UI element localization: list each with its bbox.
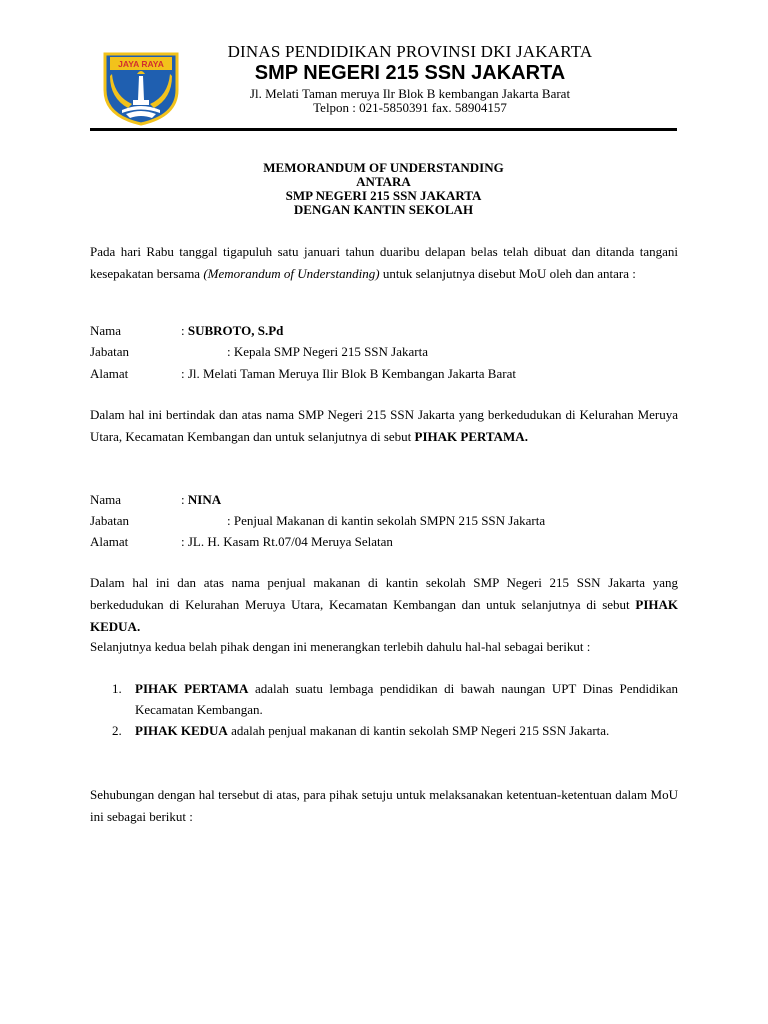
title-antara: ANTARA (356, 174, 411, 189)
closing-paragraph: Sehubungan dengan hal tersebut di atas, para pihak setuju untuk melaksanakan ketentuan-ketentuan dalam MoU ini sebagai berikut : (90, 787, 678, 824)
party2-statement-text: Dalam hal ini dan atas nama penjual makanan di kantin sekolah SMP Negeri 215 SSN Jakarta yang berkedudukan di Kelurahan Meruya Utara, Kecamatan Kembangan dan untuk selanjutnya di sebut (90, 575, 678, 612)
party2-name-label: Nama (90, 492, 122, 507)
party1-address-value: : Jl. Melati Taman Meruya Ilir Blok B Kembangan Jakarta Barat (181, 366, 516, 381)
party2-statement (90, 572, 678, 638)
intro-paragraph (90, 241, 678, 285)
party1-position-row (90, 344, 428, 360)
list-item (90, 678, 678, 720)
school-name: SMP NEGERI 215 SSN JAKARTA (254, 62, 566, 84)
jaya-raya-emblem-logo (102, 50, 180, 126)
point-number: 1. (112, 681, 122, 696)
list-item (90, 720, 678, 741)
intro-text: Pada hari Rabu tanggal tigapuluh satu januari tahun duaribu delapan belas telah dibuat dan ditanda tangani kesepakatan bersama (90, 244, 678, 281)
party1-statement (90, 404, 678, 448)
party1-name-sep: : (181, 323, 188, 338)
party2-address-label: Alamat (90, 534, 129, 549)
party1-position-label: Jabatan (90, 344, 129, 359)
point-text: adalah penjual makanan di kantin sekolah SMP Negeri 215 SSN Jakarta. (227, 723, 610, 738)
title-school: SMP NEGERI 215 SSN JAKARTA (285, 188, 482, 203)
party2-position-value: : Penjual Makanan di kantin sekolah SMPN 215 SSN Jakarta (227, 513, 546, 528)
point-bold: PIHAK PERTAMA (135, 681, 249, 696)
party2-name-value: NINA (187, 492, 222, 507)
intro-text-end: untuk selanjutnya disebut MoU oleh dan antara : (379, 266, 636, 281)
title-canteen: DENGAN KANTIN SEKOLAH (293, 202, 474, 217)
party1-position-value: : Kepala SMP Negeri 215 SSN Jakarta (227, 344, 428, 359)
party2-address-value: : JL. H. Kasam Rt.07/04 Meruya Selatan (181, 534, 393, 549)
party1-statement-text: Dalam hal ini bertindak dan atas nama SMP Negeri 215 SSN Jakarta yang berkedudukan di Kelurahan Meruya Utara, Kecamatan Kembangan dan untuk selanjutnya di sebut (90, 407, 678, 444)
intro-italic: (Memorandum of Understanding) (203, 266, 380, 281)
party1-address-row (90, 366, 516, 382)
point-bold: PIHAK KEDUA (135, 723, 228, 738)
party2-name-sep: : (181, 492, 188, 507)
party2-position-label: Jabatan (90, 513, 129, 528)
party2-position-row (90, 513, 545, 529)
party1-name-row (90, 323, 283, 339)
department-name: DINAS PENDIDIKAN PROVINSI DKI JAKARTA (227, 42, 593, 61)
points-list (90, 678, 678, 741)
explanation-text: Selanjutnya kedua belah pihak dengan ini menerangkan terlebih dahulu hal-hal sebagai berikut : (90, 639, 591, 654)
letterhead-divider (90, 128, 677, 131)
party1-name-value: SUBROTO, S.Pd (187, 323, 284, 338)
logo-motto: JAYA RAYA (118, 59, 164, 69)
party2-designation: PIHAK KEDUA. (90, 597, 678, 634)
party1-designation: PIHAK PERTAMA. (414, 429, 528, 444)
document-title: MEMORANDUM OF UNDERSTANDING (263, 160, 504, 175)
school-phone: Telpon : 021-5850391 fax. 58904157 (313, 100, 507, 115)
school-address: Jl. Melati Taman meruya Ilr Blok B kembangan Jakarta Barat (249, 86, 571, 101)
party1-name-label: Nama (90, 323, 122, 338)
party2-address-row (90, 534, 393, 550)
point-text: adalah suatu lembaga pendidikan di bawah naungan UPT Dinas Pendidikan Kecamatan Kembangan. (135, 681, 678, 717)
point-number: 2. (112, 723, 122, 738)
party2-name-row (90, 492, 221, 508)
party1-address-label: Alamat (90, 366, 129, 381)
